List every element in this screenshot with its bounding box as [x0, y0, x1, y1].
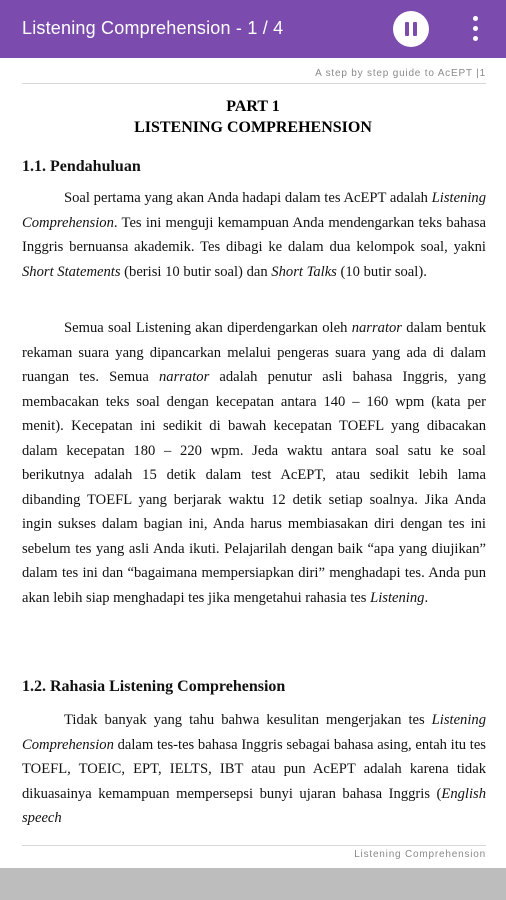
part-number: PART 1 — [226, 98, 280, 115]
paragraph-1-text: Soal pertama yang akan Anda hadapi dalam tes AcEPT adalah Listening Comprehension. Tes ini menguji kemampuan Anda mendengarkan teks bahasa Inggris bernuansa akademik. Tes dibagi ke dalam dua kelompok soal, yakni Short Statements (berisi 10 butir soal) dan Short Talks (10 butir soal). — [22, 190, 486, 280]
paragraph-2-text: Semua soal Listening akan diperdengarkan oleh narrator dalam bentuk rekaman suara yang dipancarkan melalui pengeras suara yang ada di dalam ruangan tes. Semua narrator adalah penutur asli bahasa Inggris, yang membacakan teks soal dengan kecepatan antara 140 – 160 wpm (kata per menit). Kecepatan ini sedikit di bawah kecepatan TOEFL yang dibacakan dalam kecepatan 180 – 220 wpm. Jeda waktu antara soal satu ke soal berikutnya adalah 15 detik dalam test AcEPT, atau sedikit lebih lama dibanding TOEFL yang berjarak waktu 12 detik setiap soalnya. Jika Anda ingin sukses dalam bagian ini, Anda harus membiasakan diri dengan tes ini sebelum tes yang asli Anda ikuti. Pelajarilah dengan baik “apa yang diujikan” dalam tes ini dan “bagaimana mempersiapkan diri” menghadapi tes. Anda pun akan lebih siap menghadapi tes jika mengetahui rahasia tes Listening. — [22, 320, 486, 606]
more-vert-icon — [473, 16, 478, 21]
more-options-button[interactable] — [466, 14, 484, 44]
app-bar — [0, 0, 506, 58]
paragraph-2 — [22, 316, 486, 610]
app-title: Listening Comprehension - 1 / 4 — [22, 18, 284, 38]
paragraph-3-text: Tidak banyak yang tahu bahwa kesulitan mengerjakan tes Listening Comprehension dalam tes-tes bahasa Inggris sebagai bahasa asing, entah itu tes TOEFL, TOEIC, EPT, IELTS, IBT atau pun AcEPT adalah karena tidak dikuasainya kemampuan mempersepsi bunyi ujaran bahasa Inggris (English speech — [22, 712, 486, 826]
section-heading-2: 1.2. Rahasia Listening Comprehension — [22, 678, 286, 695]
paragraph-3 — [22, 708, 486, 831]
section-heading-1: 1.1. Pendahuluan — [22, 158, 141, 175]
part-title: LISTENING COMPREHENSION — [134, 119, 372, 136]
running-head: A step by step guide to AcEPT |1 — [315, 68, 486, 79]
document-page[interactable] — [0, 58, 506, 868]
pause-button[interactable] — [393, 11, 429, 47]
header-divider — [22, 83, 486, 84]
footer-divider — [22, 845, 486, 846]
paragraph-1 — [22, 186, 486, 284]
pause-icon — [405, 22, 409, 36]
page-footer: Listening Comprehension — [354, 849, 486, 860]
